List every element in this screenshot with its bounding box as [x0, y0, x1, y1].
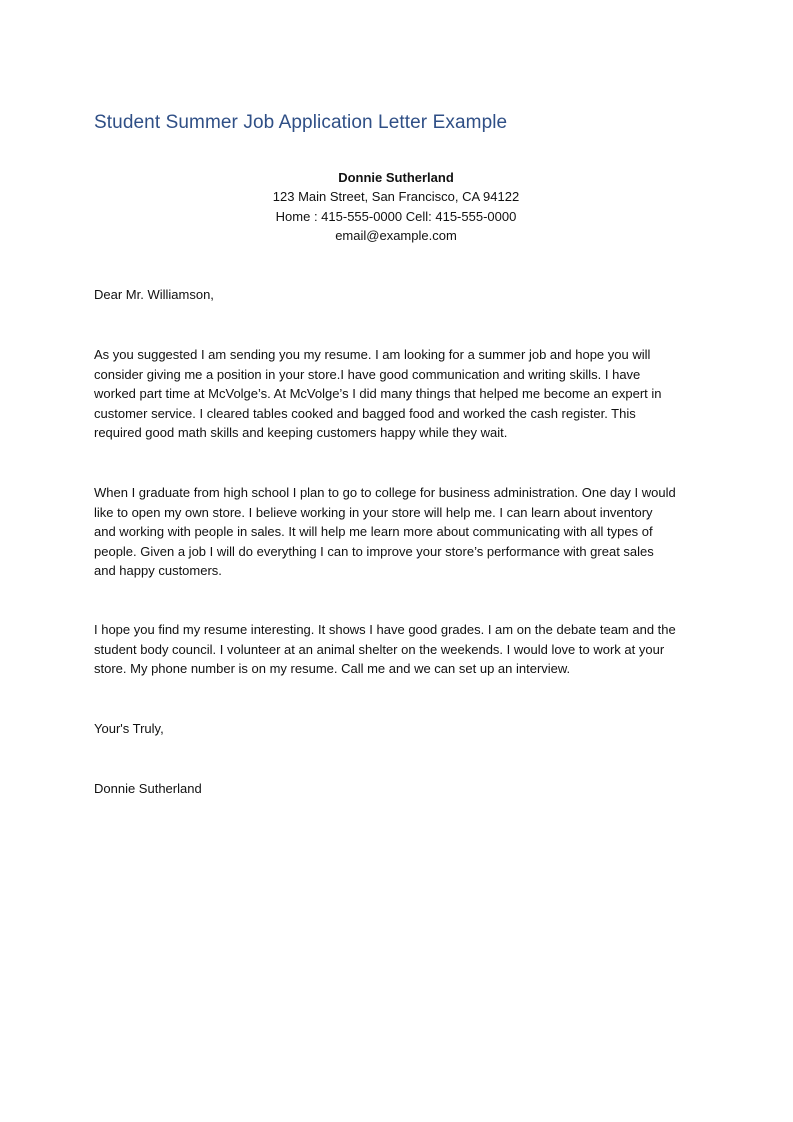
body-paragraph-1 [94, 345, 704, 443]
paragraph-line: customer service. I cleared tables cooked and bagged food and worked the cash register. This [94, 405, 636, 421]
closing: Your's Truly, [94, 721, 164, 736]
paragraph-line: and working with people in sales. It will help me learn more about communicating with all types of [94, 524, 653, 540]
paragraph-line: student body council. I volunteer at an animal shelter on the weekends. I would love to work at your [94, 641, 665, 657]
paragraph-line: store. My phone number is on my resume. Call me and we can set up an interview. [94, 661, 571, 677]
sender-address: 123 Main Street, San Francisco, CA 94122 [272, 189, 520, 205]
paragraph-line: worked part time at McVolge’s. At McVolge’s I did many things that helped me become an expert in [94, 386, 662, 402]
sender-header [94, 168, 698, 245]
paragraph-line: As you suggested I am sending you my resume. I am looking for a summer job and hope you will [94, 347, 651, 362]
salutation: Dear Mr. Williamson, [94, 287, 214, 302]
paragraph-line: and happy customers. [94, 563, 222, 579]
paragraph-line: people. Given a job I will do everything I can to improve your store’s performance with great sales [94, 543, 654, 559]
paragraph-line: like to open my own store. I believe working in your store will help me. I can learn about inventory [94, 504, 653, 520]
body-paragraph-2 [94, 483, 704, 581]
document-title: Student Summer Job Application Letter Example [94, 112, 508, 133]
sender-name: Donnie Sutherland [338, 170, 454, 185]
sender-phones: Home : 415-555-0000 Cell: 415-555-0000 [275, 208, 517, 224]
signature-name: Donnie Sutherland [94, 781, 202, 796]
body-paragraph-3 [94, 620, 704, 679]
paragraph-line: When I graduate from high school I plan to go to college for business administration. One day I would [94, 485, 676, 500]
sender-email: email@example.com [335, 227, 457, 243]
paragraph-line: I hope you find my resume interesting. It shows I have good grades. I am on the debate team and the [94, 622, 676, 637]
paragraph-line: consider giving me a position in your store.I have good communication and writing skills. I have [94, 366, 641, 382]
paragraph-line: required good math skills and keeping customers happy while they wait. [94, 425, 508, 441]
